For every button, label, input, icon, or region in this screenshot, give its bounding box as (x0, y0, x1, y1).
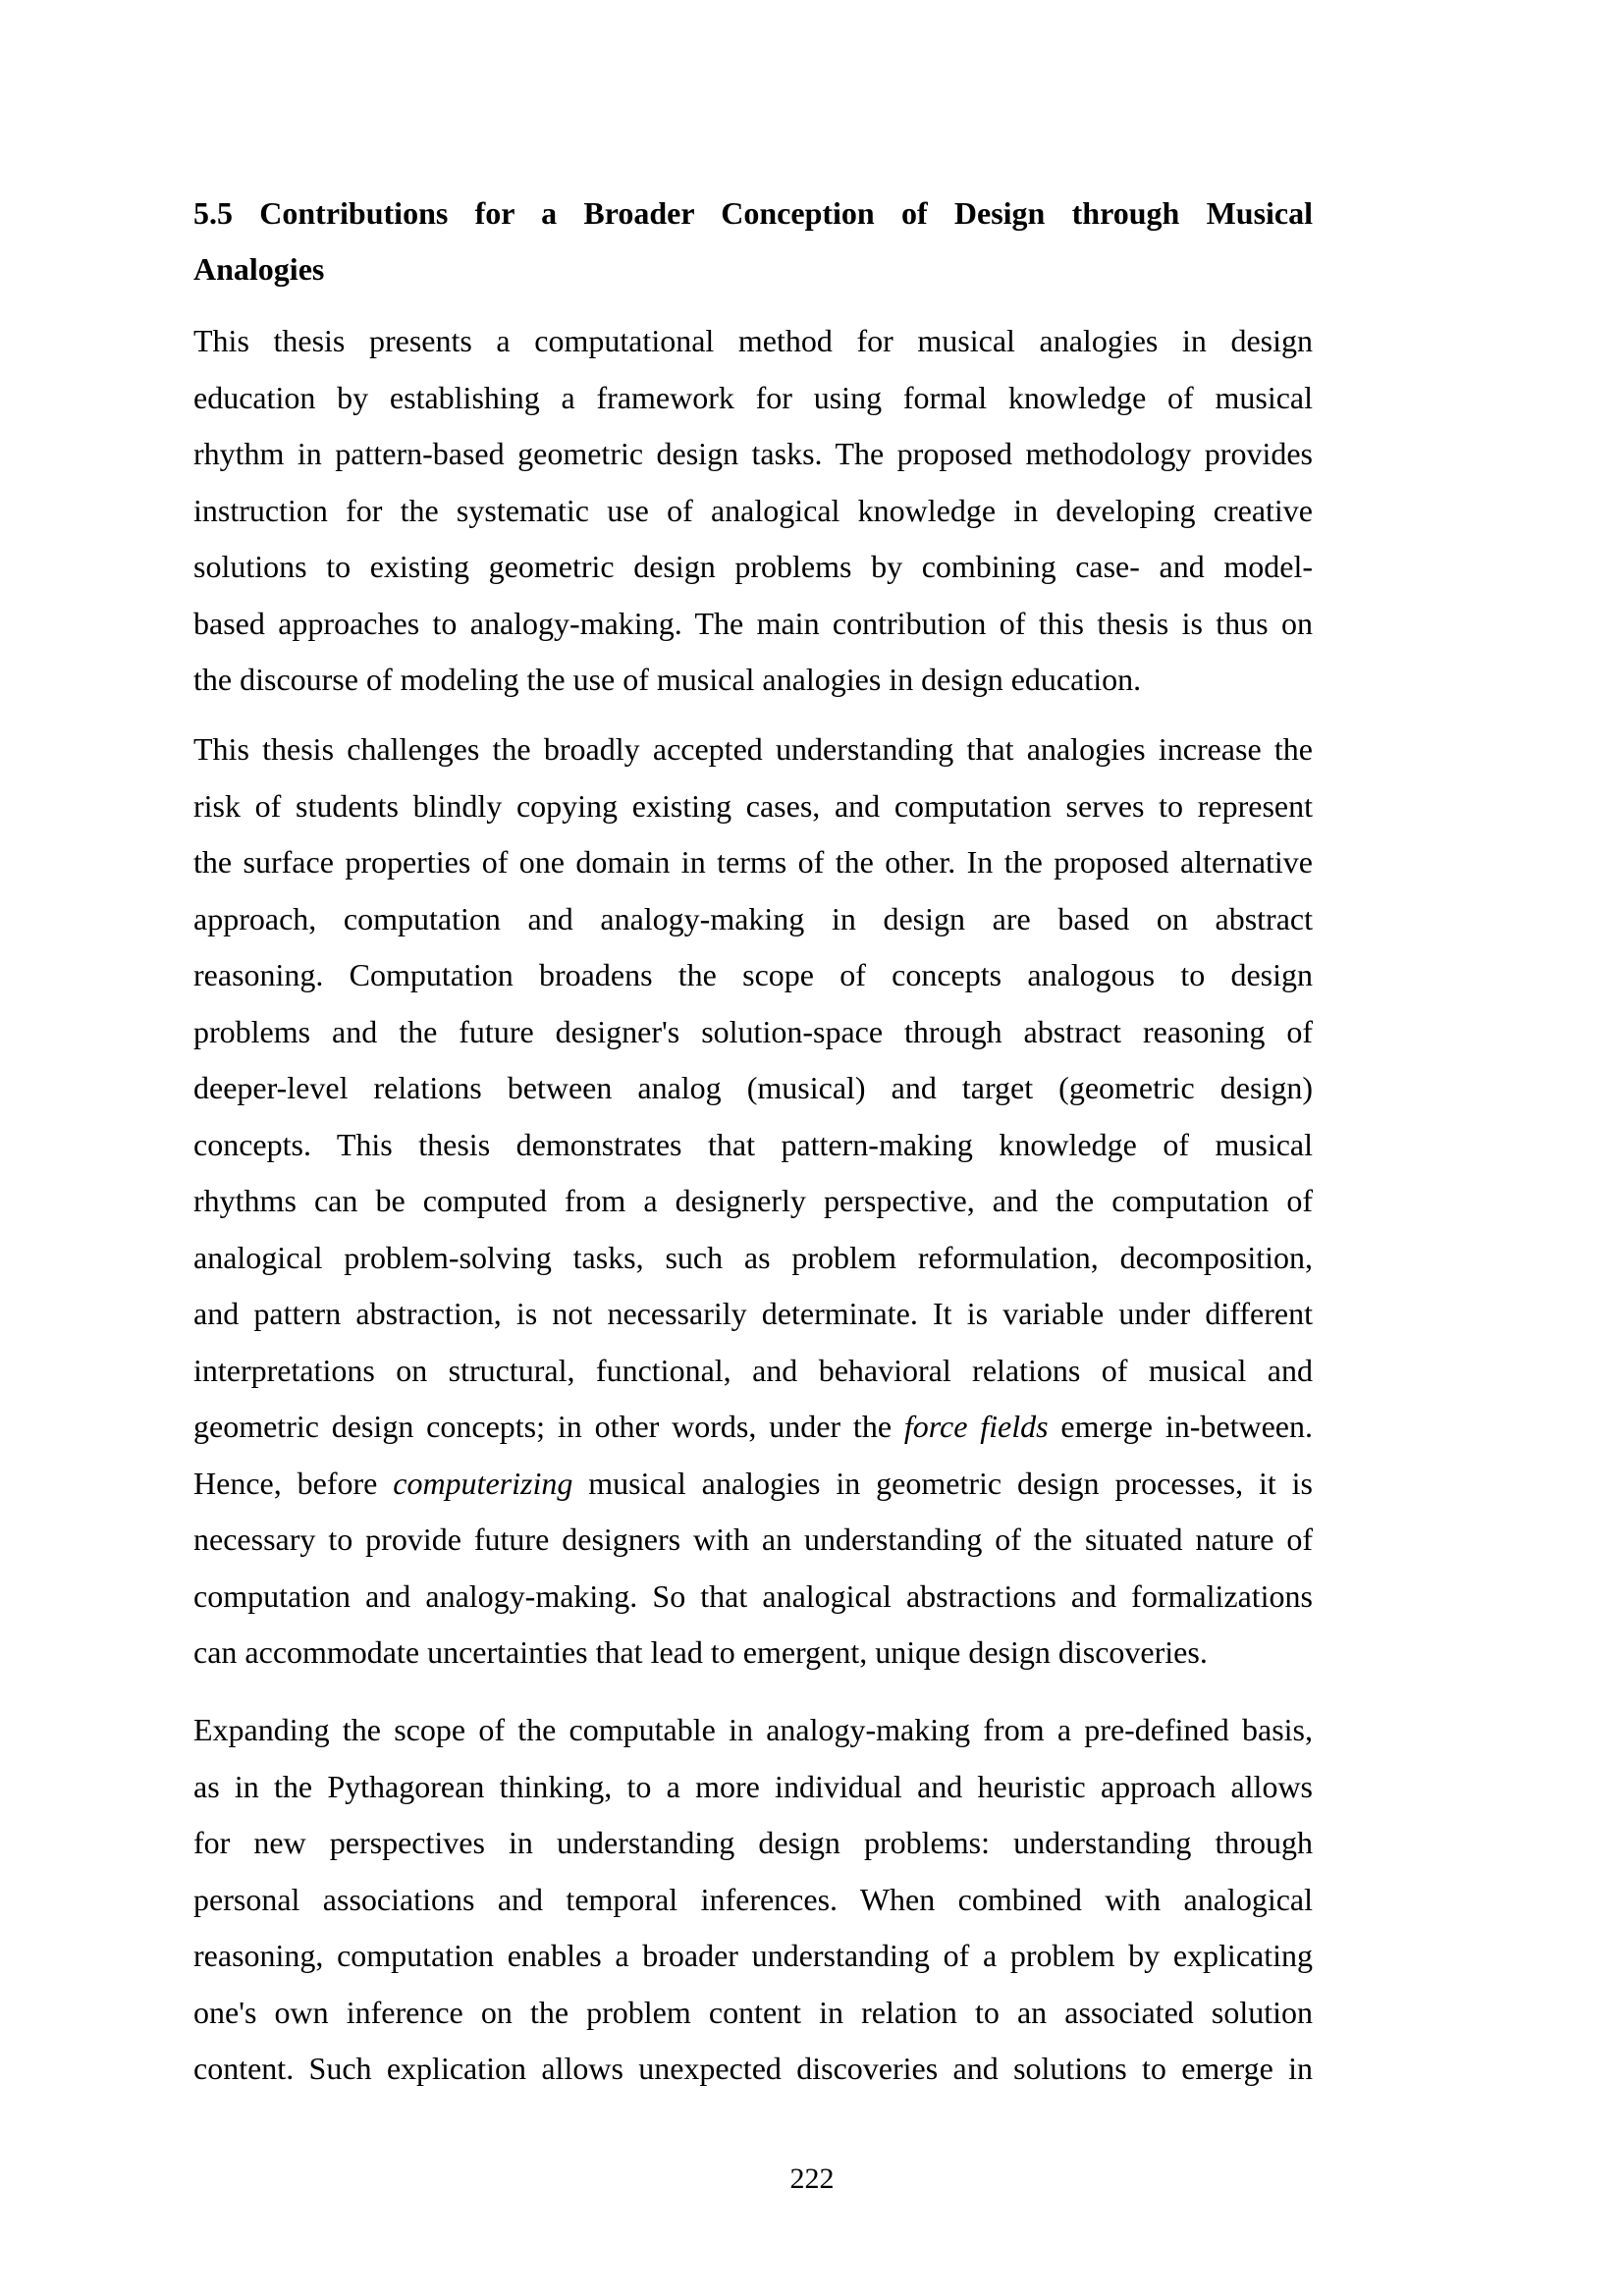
text-segment: for new perspectives in understanding design problems: understanding through (193, 1825, 1313, 1860)
text-segment: instruction for the systematic use of analogical knowledge in developing creative (193, 492, 1313, 528)
text-segment: musical analogies in geometric design processes, it is (572, 1465, 1314, 1501)
text-line (193, 1993, 1313, 2032)
text-segment: analogical problem-solving tasks, such as problem reformulation, decomposition, (193, 1239, 1313, 1275)
text-segment: necessary to provide future designers with an understanding of the situated nature of (193, 1522, 1313, 1557)
text-line (193, 1823, 1313, 1862)
text-line (193, 1294, 1313, 1333)
text-line (193, 1632, 1313, 1672)
text-segment: interpretations on structural, functional, and behavioral relations of musical and (193, 1352, 1313, 1388)
text-line (193, 1407, 1313, 1446)
emphasized-text: force fields (903, 1409, 1049, 1444)
heading-line: Analogies (193, 251, 325, 287)
heading-line: 5.5 Contributions for a Broader Conception of Design through Musical (193, 195, 1313, 231)
text-line (193, 1351, 1313, 1390)
text-line (193, 491, 1313, 530)
text-line (193, 604, 1313, 643)
text-line (193, 1068, 1313, 1107)
text-segment: and pattern abstraction, is not necessarily determinate. It is variable under different (193, 1296, 1313, 1331)
text-segment: one's own inference on the problem content in relation to an associated solution (193, 1994, 1313, 2030)
text-segment: reasoning, computation enables a broader understanding of a problem by explicating (193, 1938, 1313, 1973)
text-segment: deeper-level relations between analog (musical) and target (geometric design) (193, 1070, 1313, 1105)
text-line (193, 842, 1313, 881)
text-line (193, 1767, 1313, 1806)
text-line (193, 1464, 1313, 1503)
text-line (193, 1125, 1313, 1164)
text-segment: content. Such explication allows unexpected discoveries and solutions to emerge in (193, 2051, 1313, 2086)
text-segment: emerge in-between. (1048, 1409, 1314, 1444)
text-line (193, 1710, 1313, 1749)
text-segment: the discourse of modeling the use of musical analogies in design education. (193, 662, 1142, 697)
text-line (193, 378, 1313, 417)
text-line (193, 1181, 1313, 1220)
text-segment: education by establishing a framework for using formal knowledge of musical (193, 379, 1313, 415)
text-segment: problems and the future designer's solution-space through abstract reasoning of (193, 1013, 1313, 1049)
text-segment: geometric design concepts; in other words, under the (193, 1409, 904, 1444)
text-line (193, 1238, 1313, 1277)
text-segment: This thesis presents a computational method for musical analogies in design (193, 323, 1313, 358)
text-segment: risk of students blindly copying existing cases, and computation serves to represent (193, 787, 1313, 824)
text-segment: can accommodate uncertainties that lead to emergent, unique design discoveries. (193, 1634, 1208, 1670)
text-line (193, 321, 1313, 360)
text-segment: Hence, before (193, 1465, 394, 1501)
emphasized-text: computerizing (393, 1465, 573, 1501)
text-segment: concepts. This thesis demonstrates that pattern-making knowledge of musical (193, 1126, 1313, 1162)
text-line (193, 729, 1313, 769)
text-line (193, 660, 1313, 699)
text-segment: the surface properties of one domain in terms of the other. In the proposed alternative (193, 844, 1313, 880)
text-segment: approach, computation and analogy-making in design are based on abstract (193, 900, 1313, 936)
text-line (193, 1576, 1313, 1616)
text-line (193, 434, 1313, 473)
text-segment: Expanding the scope of the computable in analogy-making from a pre-defined basis, (193, 1712, 1313, 1747)
page-number: 222 (789, 2163, 835, 2195)
text-segment: as in the Pythagorean thinking, to a more individual and heuristic approach allows (193, 1768, 1313, 1804)
text-segment: personal associations and temporal inferences. When combined with analogical (193, 1881, 1313, 1917)
text-segment: solutions to existing geometric design problems by combining case- and model- (193, 549, 1313, 584)
text-line (193, 1936, 1313, 1975)
text-segment: rhythms can be computed from a designerly perspective, and the computation of (193, 1183, 1313, 1218)
text-line (193, 547, 1313, 586)
text-line (193, 1520, 1313, 1559)
text-line (193, 1880, 1313, 1919)
text-segment: This thesis challenges the broadly accepted understanding that analogies increase the (193, 731, 1313, 767)
text-segment: based approaches to analogy-making. The main contribution of this thesis is thus on (193, 605, 1313, 641)
text-segment: computation and analogy-making. So that analogical abstractions and formalizations (193, 1577, 1313, 1614)
text-line (193, 899, 1313, 938)
text-line (193, 955, 1313, 994)
text-line (193, 1012, 1313, 1051)
text-segment: reasoning. Computation broadens the scope of concepts analogous to design (193, 957, 1313, 992)
text-line (193, 2049, 1313, 2088)
text-line (193, 786, 1313, 826)
text-segment: rhythm in pattern-based geometric design tasks. The proposed methodology provides (193, 436, 1313, 471)
